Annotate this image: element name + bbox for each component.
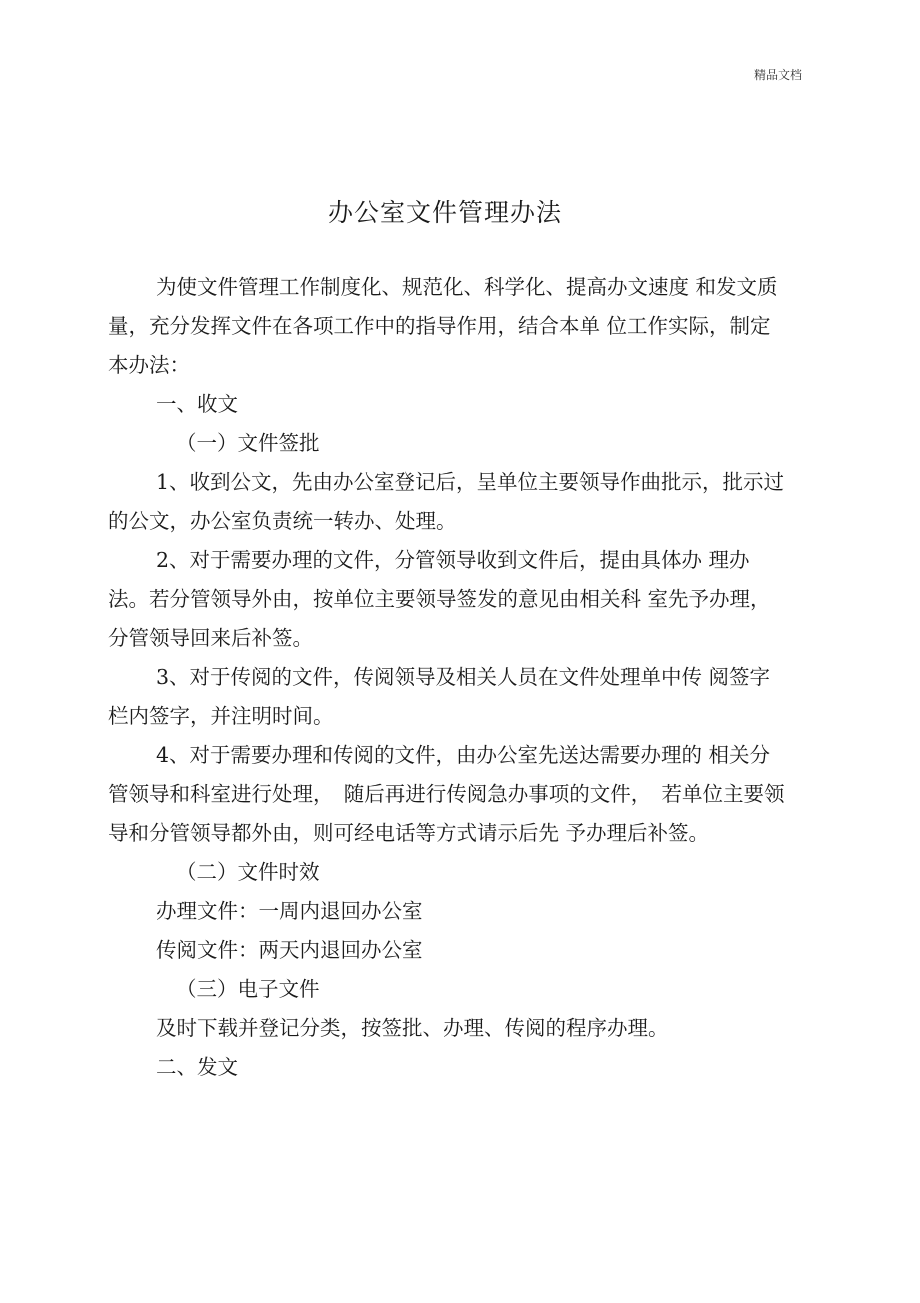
list-item: 4、对于需要办理和传阅的文件，由办公室先送达需要办理的 相关分管领导和科室进行处理， 随后再进行传阅急办事项的文件， 若单位主要领导和分管领导都外由，则可经电话等方式请示后先 予办理后补签。 xyxy=(108,743,785,845)
subsection-heading-approval: （一）文件签批 xyxy=(176,431,320,455)
list-item: 2、对于需要办理的文件，分管领导收到文件后，提由具体办 理办法。若分管领导外由，按单位主要领导签发的意见由相关科 室先予办理，分管领导回来后补签。 xyxy=(108,548,771,650)
document-body xyxy=(108,268,790,1087)
list-item: 1、收到公文，先由办公室登记后，呈单位主要领导作曲批示，批示过的公文，办公室负责统一转办、处理。 xyxy=(108,470,785,533)
section-heading-receive: 一、收文 xyxy=(156,392,238,416)
page-title: 办公室文件管理办法 xyxy=(327,198,562,227)
list-item: 3、对于传阅的文件，传阅领导及相关人员在文件处理单中传 阅签字栏内签字，并注明时间。 xyxy=(108,665,771,728)
timeliness-line-circulate: 传阅文件：两天内退回办公室 xyxy=(156,938,423,962)
section-heading-send: 二、发文 xyxy=(156,1055,238,1079)
intro-paragraph: 为使文件管理工作制度化、规范化、科学化、提高办文速度 和发文质量，充分发挥文件在各项工作中的指导作用，结合本单 位工作实际，制定本办法： xyxy=(108,275,778,377)
subsection-heading-timeliness: （二）文件时效 xyxy=(176,860,320,884)
timeliness-line-handle: 办理文件：一周内退回办公室 xyxy=(156,899,423,923)
electronic-file-text: 及时下载并登记分类，按签批、办理、传阅的程序办理。 xyxy=(156,1016,669,1040)
subsection-heading-electronic: （三）电子文件 xyxy=(176,977,320,1001)
watermark-text: 精品文档 xyxy=(753,68,802,82)
